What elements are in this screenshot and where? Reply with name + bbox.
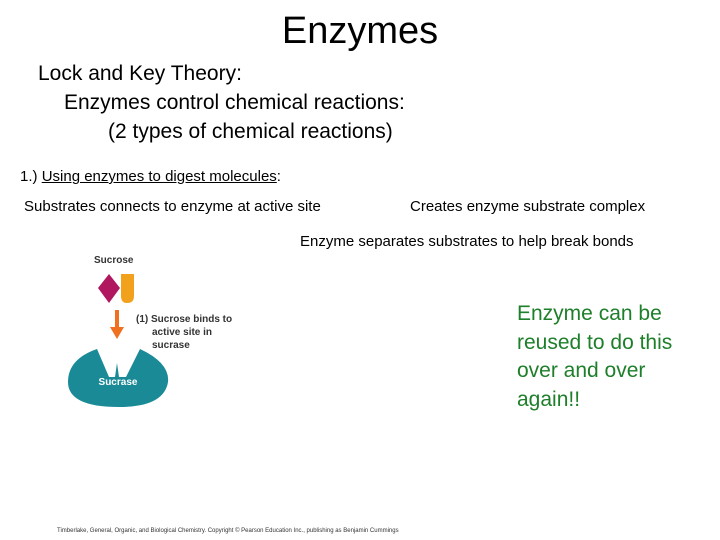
sucrose-binding-diagram [60, 245, 290, 415]
substrate-connects-text: Substrates connects to enzyme at active site [24, 198, 321, 215]
theory-line-2: Enzymes control chemical reactions: [64, 91, 405, 114]
complex-text: Creates enzyme substrate complex [410, 198, 646, 215]
sucrase-label: Sucrase [98, 377, 138, 388]
step-label-line-2: active site in [152, 327, 213, 338]
step-prefix: 1.) [20, 168, 42, 185]
glucose-shape [98, 274, 120, 303]
enzyme-reuse-note: Enzyme can be reused to do this over and over again!! [517, 302, 673, 411]
step-label-line-3: sucrase [152, 340, 190, 351]
step-underlined-text: Using enzymes to digest molecules [41, 168, 277, 185]
theory-line-3: (2 types of chemical reactions) [108, 120, 393, 143]
theory-heading: Lock and Key Theory: [38, 62, 242, 85]
copyright-credit: Timberlake, General, Organic, and Biological Chemistry. Copyright © Pearson Education Inc., publishing as Benjamin Cummings [57, 528, 399, 534]
step-suffix: : [276, 168, 281, 185]
fructose-shape [121, 274, 134, 303]
step-label-line-1: (1) Sucrose binds to [136, 314, 233, 325]
step-1-heading [20, 168, 281, 185]
slide-title: Enzymes [281, 10, 439, 52]
separate-text: Enzyme separates substrates to help break bonds [300, 233, 634, 250]
sucrose-label: Sucrose [94, 255, 134, 266]
down-arrow-icon [110, 327, 124, 339]
